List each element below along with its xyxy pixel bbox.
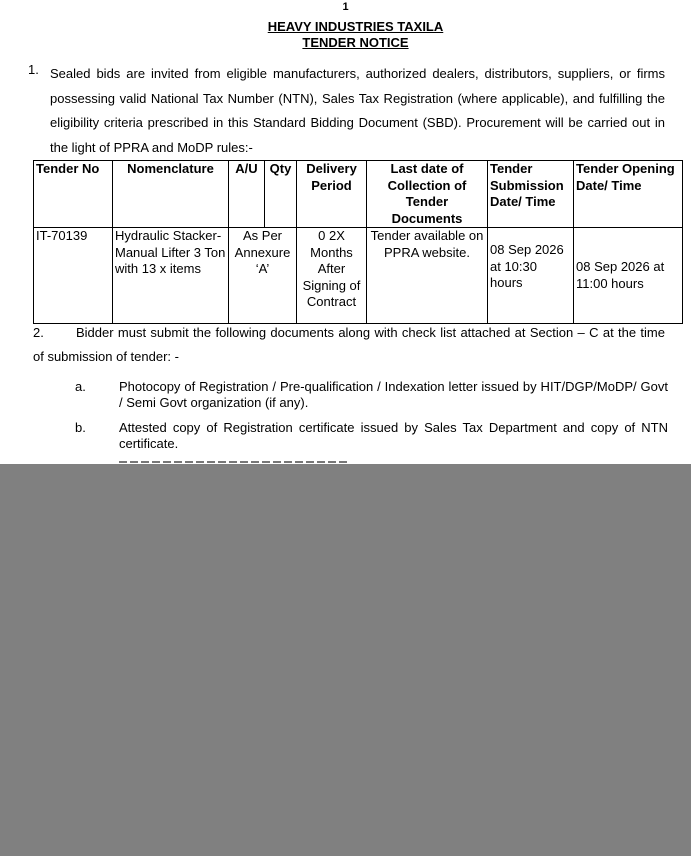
cell-opening: 08 Sep 2026 at 11:00 hours: [574, 228, 683, 324]
table-row: [34, 228, 683, 324]
header-submission: Tender Submission Date/ Time: [488, 161, 574, 228]
paragraph-1-text: Sealed bids are invited from eligible manufacturers, authorized dealers, distributors, suppliers, or firms possessing valid National Tax Number (NTN), Sales Tax Registration (where applicable), and fulfilling the eligibility criteria prescribed in this Standard Bidding Document (SBD). Procurement will be carried out in the light of PPRA and MoDP rules:-: [50, 66, 665, 155]
header-qty: Qty: [265, 161, 297, 228]
header-nomenclature: Nomenclature: [113, 161, 229, 228]
cell-au-qty: As Per Annexure ‘A’: [229, 228, 297, 324]
cell-submission: 08 Sep 2026 at 10:30 hours: [488, 228, 574, 324]
table-header-row: [34, 161, 683, 228]
page-number: 1: [342, 1, 349, 13]
header-opening: Tender Opening Date/ Time: [574, 161, 683, 228]
header-delivery-period: Delivery Period: [297, 161, 367, 228]
list-item-text: Photocopy of Registration / Pre-qualification / Indexation letter issued by HIT/DGP/MoDP/ Govt / Semi Govt organization (if any).: [119, 379, 668, 410]
paragraph-2-number: 2.: [33, 325, 44, 340]
cell-tender-no: IT-70139: [34, 228, 113, 324]
organization-heading: HEAVY INDUSTRIES TAXILA: [267, 19, 444, 34]
notice-title: TENDER NOTICE: [302, 35, 409, 50]
list-item-letter: b.: [75, 420, 86, 435]
paragraph-2-text: Bidder must submit the following documents along with check list attached at Section – C at the time of submission of tender: -: [33, 325, 665, 364]
redacted-area: [0, 464, 691, 856]
tender-table: [33, 160, 683, 324]
header-last-date: Last date of Collection of Tender Documents: [367, 161, 488, 228]
paragraph-2: [33, 321, 665, 369]
cell-last-date: Tender available on PPRA website.: [367, 228, 488, 324]
header-tender-no: Tender No: [34, 161, 113, 228]
list-item-letter: a.: [75, 379, 86, 394]
cell-nomenclature: Hydraulic Stacker-Manual Lifter 3 Ton with 13 x items: [113, 228, 229, 324]
cell-delivery-period: 0 2X Months After Signing of Contract: [297, 228, 367, 324]
header-au: A/U: [229, 161, 265, 228]
paragraph-1-number: 1.: [28, 62, 39, 77]
list-item-text: Attested copy of Registration certificate issued by Sales Tax Department and copy of NTN certificate.: [119, 420, 668, 451]
